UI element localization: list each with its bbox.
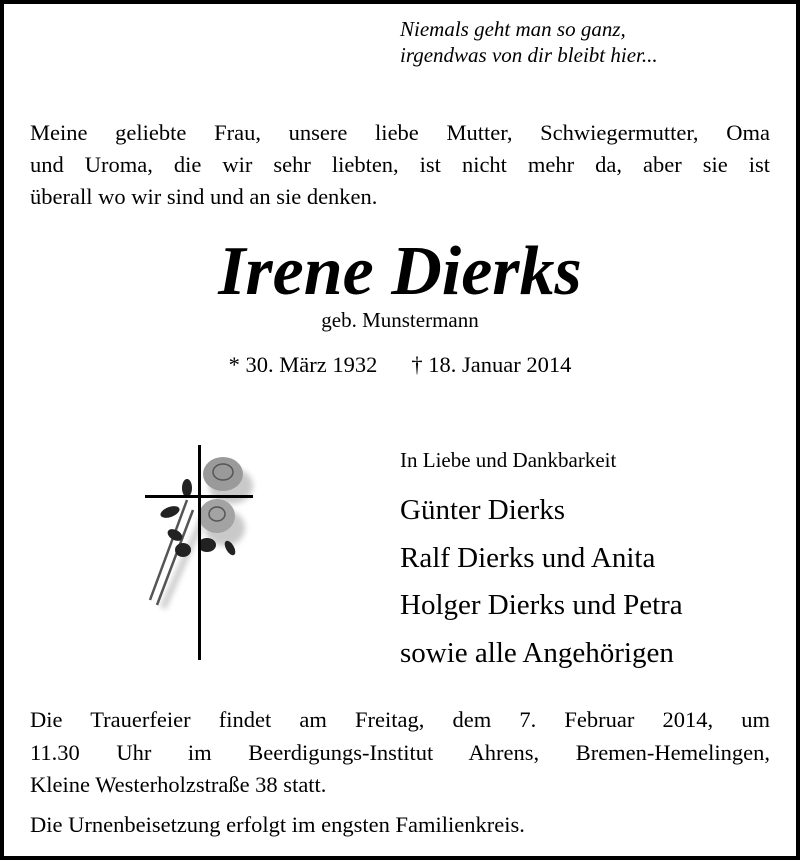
mourners-heading: In Liebe und Dankbarkeit xyxy=(400,448,617,472)
quote-line: irgendwas von dir bleibt hier... xyxy=(400,43,658,67)
maiden-name: geb. Munstermann xyxy=(321,308,479,332)
birth-date: * 30. März 1932 xyxy=(228,352,378,377)
mourner: Ralf Dierks und Anita xyxy=(400,541,656,574)
mourner: sowie alle Angehörigen xyxy=(400,636,674,669)
service-paragraph xyxy=(30,704,770,802)
mourner: Günter Dierks xyxy=(400,494,566,526)
quote-line: Niemals geht man so ganz, xyxy=(400,17,626,41)
intro-line: Meine geliebte Frau, unsere liebe Mutter, Schwiegermutter, Oma xyxy=(30,120,770,145)
intro-line: und Uroma, die wir sehr liebten, ist nicht mehr da, aber sie ist xyxy=(30,152,770,177)
deceased-name: Irene Dierks xyxy=(218,233,582,310)
service-line: Die Trauerfeier findet am Freitag, dem 7. Februar 2014, um xyxy=(30,707,770,732)
mourner: Holger Dierks und Petra xyxy=(400,589,683,621)
cross-with-roses-icon xyxy=(135,440,260,670)
intro-paragraph xyxy=(30,117,770,213)
service-line: Kleine Westerholzstraße 38 statt. xyxy=(30,772,327,797)
urn-burial-note: Die Urnenbeisetzung erfolgt im engsten Familienkreis. xyxy=(30,812,525,837)
quote xyxy=(400,16,658,68)
death-date: † 18. Januar 2014 xyxy=(411,352,572,377)
mourners-list xyxy=(400,487,683,677)
intro-line: überall wo wir sind und an sie denken. xyxy=(30,184,378,209)
life-dates xyxy=(0,352,800,378)
service-line: 11.30 Uhr im Beerdigungs-Institut Ahrens, Bremen-Hemelingen, xyxy=(30,739,770,765)
